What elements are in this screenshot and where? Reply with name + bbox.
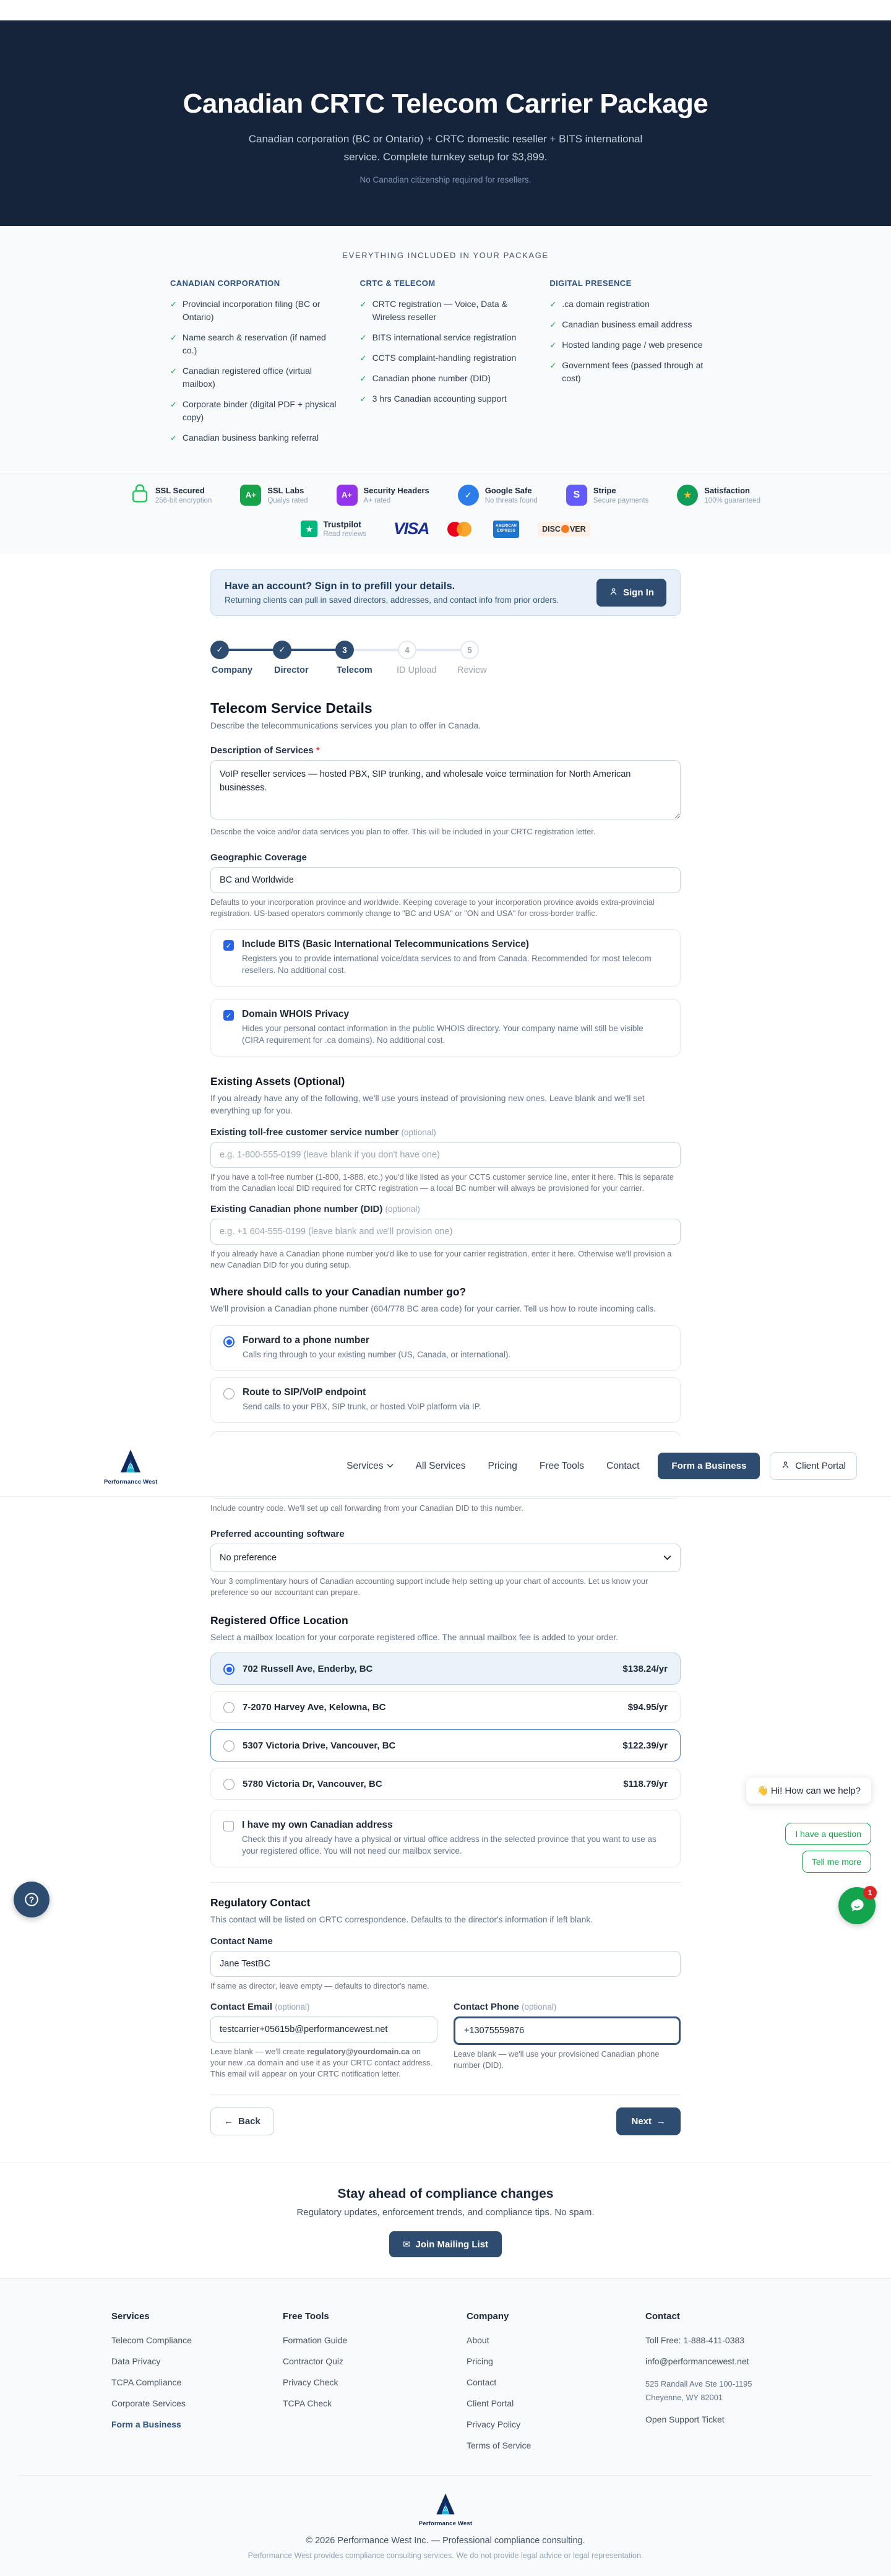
radio-unselected-icon[interactable]	[223, 1740, 235, 1752]
check-icon: ✓	[359, 353, 367, 363]
next-button[interactable]: Next →	[616, 2107, 681, 2135]
section-subtitle: Describe the telecommunications services you plan to offer in Canada.	[210, 720, 481, 730]
did-field	[210, 1204, 681, 1271]
shield-check-icon: ✓	[458, 485, 479, 506]
step-label-id-upload: ID Upload	[397, 665, 437, 675]
footer	[0, 2278, 891, 2576]
description-field	[210, 745, 681, 837]
list-item: ✓ Canadian phone number (DID)	[360, 372, 532, 385]
person-icon	[609, 587, 618, 599]
routing-option-sip[interactable]: Route to SIP/VoIP endpoint Send calls to your PBX, SIP trunk, or hosted VoIP platform via IP.	[210, 1377, 681, 1423]
chat-unread-badge: 1	[863, 1886, 877, 1900]
check-icon: ✓	[359, 300, 367, 309]
visa-logo: VISA	[394, 519, 429, 538]
mailing-section	[0, 2163, 891, 2278]
regulatory-intro: This contact will be listed on CRTC correspondence. Defaults to the director's information if left blank.	[210, 1914, 593, 1924]
footer-link[interactable]: TCPA Compliance	[111, 2377, 182, 2388]
help-button[interactable]	[14, 1882, 50, 1917]
person-icon	[781, 1460, 790, 1472]
office-option-victoria-drive[interactable]: 5307 Victoria Drive, Vancouver, BC $122.39/yr	[210, 1729, 681, 1761]
footer-link-form-a-business[interactable]: Form a Business	[111, 2419, 181, 2430]
badge-satisfaction: ★ Satisfaction 100% guaranteed	[677, 483, 760, 507]
list-item: ✓ Hosted landing page / web presence	[549, 339, 721, 352]
column-title: DIGITAL PRESENCE	[549, 279, 632, 288]
step-director-circle[interactable]: ✓	[273, 641, 291, 659]
coverage-field	[210, 852, 681, 919]
wave-icon: 👋	[757, 1786, 768, 1796]
contact-email-input[interactable]	[210, 2016, 437, 2042]
hero-note: No Canadian citizenship required for resellers.	[359, 175, 532, 184]
lock-icon	[131, 483, 149, 507]
page-title: Canadian CRTC Telecom Carrier Package	[183, 89, 708, 119]
top-strip	[0, 0, 891, 20]
assets-intro: If you already have any of the following, we'll use yours instead of provisioning new ones. Leave blank and we'll set everything up for you.	[210, 1093, 645, 1115]
footer-link[interactable]: Corporate Services	[111, 2398, 186, 2409]
check-icon: ✓	[170, 366, 177, 376]
check-icon: ✓	[359, 333, 367, 342]
brand-name: Performance West	[104, 1479, 158, 1486]
step-review-circle[interactable]: 5	[460, 641, 479, 659]
office-option-enderby[interactable]: 702 Russell Ave, Enderby, BC $138.24/yr	[210, 1653, 681, 1685]
radio-unselected-icon[interactable]	[223, 1388, 235, 1399]
column-title: CANADIAN CORPORATION	[170, 279, 280, 288]
logo-icon	[433, 2491, 458, 2519]
client-portal-button[interactable]: Client Portal	[770, 1452, 857, 1480]
package-heading: EVERYTHING INCLUDED IN YOUR PACKAGE	[342, 251, 549, 260]
star-icon: ★	[677, 485, 698, 506]
contact-name-label: Contact Name	[210, 1935, 273, 1947]
check-icon: ✓	[359, 394, 367, 404]
description-label: Description of Services *	[210, 745, 320, 756]
checkbox-checked-icon[interactable]: ✓	[223, 1010, 234, 1021]
routing-intro: We'll provision a Canadian phone number (604/778 BC area code) for your carrier. Tell us how to route incoming calls.	[210, 1304, 656, 1314]
contact-phone-hint: Leave blank — we'll use your provisioned Canadian phone number (DID).	[454, 2049, 660, 2070]
footer-email[interactable]: info@performancewest.net	[645, 2356, 749, 2367]
footer-columns	[93, 2279, 798, 2461]
footer-link[interactable]: About	[467, 2335, 489, 2346]
bits-desc: Registers you to provide international voice/data services to and from Canada. Recommended for most telecom resellers. No additional cost.	[242, 954, 652, 975]
chat-quick-reply-more[interactable]: Tell me more	[802, 1851, 871, 1873]
check-icon: ✓	[549, 361, 557, 370]
contact-email-field	[210, 2002, 437, 2080]
description-hint: Describe the voice and/or data services you plan to offer. This will be included in your CRTC registration letter.	[210, 827, 596, 836]
office-option-kelowna[interactable]: 7-2070 Harvey Ave, Kelowna, BC $94.95/yr	[210, 1691, 681, 1723]
hero-header	[0, 20, 891, 226]
office-option-victoria-dr[interactable]: 5780 Victoria Dr, Vancouver, BC $118.79/yr	[210, 1768, 681, 1800]
nav-services[interactable]: Services	[346, 1461, 393, 1472]
footer-logo	[419, 2491, 472, 2527]
bits-checkbox-card[interactable]	[210, 929, 681, 987]
tollfree-input[interactable]	[210, 1142, 681, 1168]
package-column-telecom	[360, 279, 532, 452]
logo-icon	[116, 1446, 145, 1477]
office-heading: Registered Office Location	[210, 1614, 348, 1627]
signin-title: Have an account? Sign in to prefill your details.	[225, 581, 455, 592]
step-telecom-circle[interactable]: 3	[335, 641, 354, 659]
mail-icon: ✉	[402, 2239, 411, 2250]
section-title: Telecom Service Details	[210, 700, 372, 716]
badge-security-headers: A+ Security Headers A+ rated	[337, 483, 429, 507]
site-navbar	[0, 1437, 891, 1496]
chat-quick-reply-question[interactable]: I have a question	[785, 1823, 871, 1845]
list-item: ✓ Canadian business banking referral	[170, 431, 342, 444]
routing-option-forward[interactable]: Forward to a phone number Calls ring through to your existing number (US, Canada, or international).	[210, 1325, 681, 1371]
description-textarea[interactable]	[210, 760, 681, 819]
accounting-label: Preferred accounting software	[210, 1528, 345, 1539]
radio-unselected-icon[interactable]	[223, 1779, 235, 1790]
column-title: CRTC & TELECOM	[359, 279, 436, 288]
tollfree-label: Existing toll-free customer service number (optional)	[210, 1126, 436, 1138]
whois-checkbox-card[interactable]	[210, 999, 681, 1057]
bits-title: Include BITS (Basic International Telecommunications Service)	[242, 939, 529, 950]
package-grid	[170, 279, 721, 452]
chat-launcher-button[interactable]	[838, 1887, 876, 1924]
arrow-left-icon: ←	[224, 2116, 233, 2127]
list-item: ✓ Government fees (passed through at cost)	[549, 359, 721, 385]
footer-support-link[interactable]: Open Support Ticket	[645, 2414, 725, 2424]
forward-number-wrap	[104, 1431, 846, 1499]
nav-links	[346, 1461, 639, 1472]
coverage-input[interactable]	[210, 867, 681, 893]
copyright: © 2026 Performance West Inc. — Professional compliance consulting.	[306, 2536, 585, 2546]
contact-phone-label: Contact Phone (optional)	[454, 2001, 557, 2012]
contact-email-hint: Leave blank — we'll create regulatory@yourdomain.ca on your new .ca domain and use it as your CRTC contact address. This email will appear on your CRTC notification letter.	[210, 2046, 433, 2079]
grade-icon: A+	[337, 485, 358, 506]
check-icon: ✓	[170, 333, 177, 342]
tollfree-field	[210, 1127, 681, 1194]
accounting-hint: Your 3 complimentary hours of Canadian accounting support include help setting up your chart of accounts. Let us know your preference so our accountant can prepare.	[210, 1576, 648, 1597]
list-item: ✓ Provincial incorporation filing (BC or Ontario)	[170, 298, 342, 324]
stripe-icon: S	[566, 485, 587, 506]
footer-link[interactable]: Contractor Quiz	[283, 2356, 344, 2367]
list-item: ✓ CCTS complaint-handling registration	[360, 352, 532, 365]
whois-title: Domain WHOIS Privacy	[242, 1009, 350, 1019]
hero-subtitle: Canadian corporation (BC or Ontario) + CRTC domestic reseller + BITS international service. Complete turnkey setup for $3,899.	[248, 133, 643, 163]
radio-selected-icon[interactable]	[223, 1664, 235, 1675]
divider	[19, 2475, 872, 2476]
list-item: ✓ Canadian registered office (virtual mailbox)	[170, 365, 342, 391]
step-id-upload-circle[interactable]: 4	[398, 641, 416, 659]
list-item: ✓ BITS international service registration	[360, 331, 532, 344]
check-icon: ✓	[170, 433, 177, 443]
price-label: $118.79/yr	[623, 1778, 668, 1789]
progress-stepper	[210, 641, 487, 676]
accounting-select[interactable]: No preference	[210, 1544, 681, 1572]
trust-badges	[0, 473, 891, 514]
office-intro: Select a mailbox location for your corporate registered office. The annual mailbox fee is added to your order.	[210, 1633, 619, 1643]
sign-in-button[interactable]: Sign In	[596, 579, 666, 607]
discover-logo: DISC VER	[538, 522, 590, 537]
mastercard-logo	[447, 521, 475, 538]
arrow-right-icon: →	[656, 2116, 666, 2127]
checkbox-checked-icon[interactable]: ✓	[223, 940, 234, 951]
check-icon: ✓	[170, 300, 177, 309]
assets-heading: Existing Assets (Optional)	[210, 1074, 345, 1087]
signin-subtitle: Returning clients can pull in saved directors, addresses, and contact info from prior orders.	[225, 595, 559, 605]
divider	[210, 1882, 681, 1883]
question-icon	[24, 1891, 40, 1908]
divider	[210, 2094, 681, 2095]
footer-link[interactable]: Privacy Check	[283, 2377, 338, 2388]
grade-icon: A+	[240, 485, 261, 506]
badge-ssl-secured: SSL Secured 256-bit encryption	[131, 483, 212, 507]
coverage-label: Geographic Coverage	[210, 852, 307, 863]
check-icon: ✓	[359, 374, 367, 383]
whois-desc: Hides your personal contact information in the public WHOIS directory. Your company name will still be visible (CIRA requirement for .ca domains). No additional cost.	[242, 1024, 644, 1045]
chevron-down-icon	[663, 1555, 671, 1560]
radio-selected-icon[interactable]	[223, 1336, 235, 1347]
contact-name-hint: If same as director, leave empty — defaults to director's name.	[210, 1981, 429, 1990]
forward-hint: Include country code. We'll set up call forwarding from your Canadian DID to this number.	[210, 1503, 523, 1513]
svg-text:?: ?	[28, 1895, 35, 1904]
footer-col-contact: Contact Toll Free: 1-888-411-0383 info@performancewest.net 525 Randall Ave Ste 100-1195 Cheyenne, WY 82001 Open Support Ticket	[645, 2311, 780, 2461]
signin-banner	[210, 569, 681, 616]
contact-grid	[210, 2002, 681, 2080]
accounting-field	[210, 1529, 681, 1598]
list-item: ✓ Name search & reservation (if named co.)	[170, 331, 342, 357]
discover-dot-icon	[561, 525, 569, 533]
nav-all-services[interactable]: All Services	[415, 1460, 466, 1471]
check-icon: ✓	[549, 320, 557, 329]
contact-phone-field	[454, 2002, 681, 2080]
chevron-down-icon	[387, 1464, 394, 1468]
price-label: $122.39/yr	[622, 1740, 668, 1751]
list-item: ✓ Corporate binder (digital PDF + physical copy)	[170, 398, 342, 424]
package-section	[0, 226, 891, 473]
trustpilot-star-icon: ★	[301, 521, 317, 537]
footer-link[interactable]: Contact	[467, 2377, 497, 2388]
contact-name-input[interactable]	[210, 1951, 681, 1977]
step-label-company: Company	[212, 665, 253, 675]
trustpilot-badge[interactable]: ★ Trustpilot Read reviews	[301, 520, 366, 538]
form-a-business-button[interactable]: Form a Business	[658, 1453, 760, 1479]
package-column-digital	[549, 279, 721, 452]
price-label: $94.95/yr	[627, 1701, 668, 1713]
join-mailing-list-button[interactable]: ✉ Join Mailing List	[389, 2231, 502, 2257]
list-item: ✓ Canadian business email address	[549, 318, 721, 331]
did-label: Existing Canadian phone number (DID) (optional)	[210, 1203, 420, 1214]
footer-link[interactable]: Terms of Service	[467, 2440, 532, 2451]
regulatory-heading: Regulatory Contact	[210, 1896, 311, 1909]
own-address-checkbox-card[interactable]: I have my own Canadian address Check this if you already have a physical or virtual office address in the selected province that you want to use as your registered office. You will not need our mailbox service.	[210, 1810, 681, 1867]
list-item: ✓ .ca domain registration	[549, 298, 721, 311]
mailing-subtitle: Regulatory updates, enforcement trends, and compliance tips. No spam.	[296, 2207, 595, 2218]
badge-google-safe: ✓ Google Safe No threats found	[458, 483, 538, 507]
tollfree-hint: If you have a toll-free number (1-800, 1-888, etc.) you'd like listed as your CCTS customer service line, enter it here. This is separate from the Canadian local DID required for CRTC registration — a local BC number will always be provisioned for your carrier.	[210, 1172, 674, 1193]
coverage-hint: Defaults to your incorporation province and worldwide. Keeping coverage to your incorporation province avoids extra-provincial registration. US-based operators commonly change to "BC and USA" or "ON and USA" for cross-border traffic.	[210, 897, 655, 918]
list-item: ✓ 3 hrs Canadian accounting support	[360, 392, 532, 405]
nav-pricing[interactable]: Pricing	[488, 1460, 517, 1471]
did-hint: If you already have a Canadian phone number you'd like to use for your carrier registration, enter it here. Otherwise we'll provision a new Canadian DID for you during setup.	[210, 1248, 672, 1269]
routing-heading: Where should calls to your Canadian number go?	[210, 1286, 467, 1299]
footer-link[interactable]: Pricing	[467, 2356, 493, 2367]
footer-link[interactable]: Privacy Policy	[467, 2419, 521, 2430]
mailing-heading: Stay ahead of compliance changes	[337, 2187, 554, 2202]
package-column-corporation	[170, 279, 342, 452]
footer-link[interactable]: TCPA Check	[283, 2398, 332, 2409]
chat-bubble-icon	[848, 1896, 866, 1915]
footer-address: 525 Randall Ave Ste 100-1195 Cheyenne, WY 82001	[645, 2379, 752, 2403]
footer-link[interactable]: Data Privacy	[111, 2356, 161, 2367]
did-input[interactable]	[210, 1219, 681, 1245]
badge-stripe: S Stripe Secure payments	[566, 483, 649, 507]
payment-logos	[0, 514, 891, 553]
chat-greeting-bubble[interactable]: 👋 Hi! How can we help?	[746, 1778, 871, 1804]
brand-name: Performance West	[418, 2520, 473, 2528]
radio-unselected-icon[interactable]	[223, 1702, 235, 1713]
footer-phone: Toll Free: 1-888-411-0383	[645, 2335, 745, 2346]
nav-contact[interactable]: Contact	[606, 1460, 640, 1471]
contact-phone-input[interactable]	[454, 2016, 681, 2045]
step-label-director: Director	[274, 665, 309, 675]
brand-logo[interactable]	[104, 1446, 157, 1485]
list-item: ✓ CRTC registration — Voice, Data & Wireless reseller	[360, 298, 532, 324]
check-icon: ✓	[549, 300, 557, 309]
checkbox-unchecked-icon[interactable]	[223, 1821, 234, 1831]
footer-bottom	[0, 2461, 891, 2576]
footer-col-company: Company About Pricing Contact Client Portal Privacy Policy Terms of Service	[467, 2311, 645, 2461]
form-actions	[210, 2107, 681, 2135]
check-icon: ✓	[170, 400, 177, 409]
price-label: $138.24/yr	[622, 1663, 668, 1674]
contact-name-field	[210, 1936, 681, 1992]
step-label-review: Review	[457, 665, 487, 675]
footer-link[interactable]: Telecom Compliance	[111, 2335, 192, 2346]
back-button[interactable]: ← Back	[210, 2107, 274, 2135]
footer-link[interactable]: Client Portal	[467, 2398, 514, 2409]
footer-link[interactable]: Formation Guide	[283, 2335, 348, 2346]
required-asterisk: *	[316, 745, 320, 756]
step-company-circle[interactable]: ✓	[210, 641, 229, 659]
footer-col-free-tools: Free Tools Formation Guide Contractor Quiz Privacy Check TCPA Check	[283, 2311, 467, 2461]
badge-ssl-labs: A+ SSL Labs Qualys rated	[240, 483, 308, 507]
contact-email-label: Contact Email (optional)	[210, 2001, 310, 2012]
nav-free-tools[interactable]: Free Tools	[539, 1460, 584, 1471]
disclaimer: Performance West provides compliance consulting services. We do not provide legal advice or legal representation.	[248, 2551, 644, 2561]
amex-logo: AMERICAN EXPRESS	[493, 521, 519, 538]
footer-col-services: Services Telecom Compliance Data Privacy TCPA Compliance Corporate Services Form a Business	[111, 2311, 283, 2461]
step-label-telecom: Telecom	[337, 665, 372, 675]
check-icon: ✓	[549, 340, 557, 350]
